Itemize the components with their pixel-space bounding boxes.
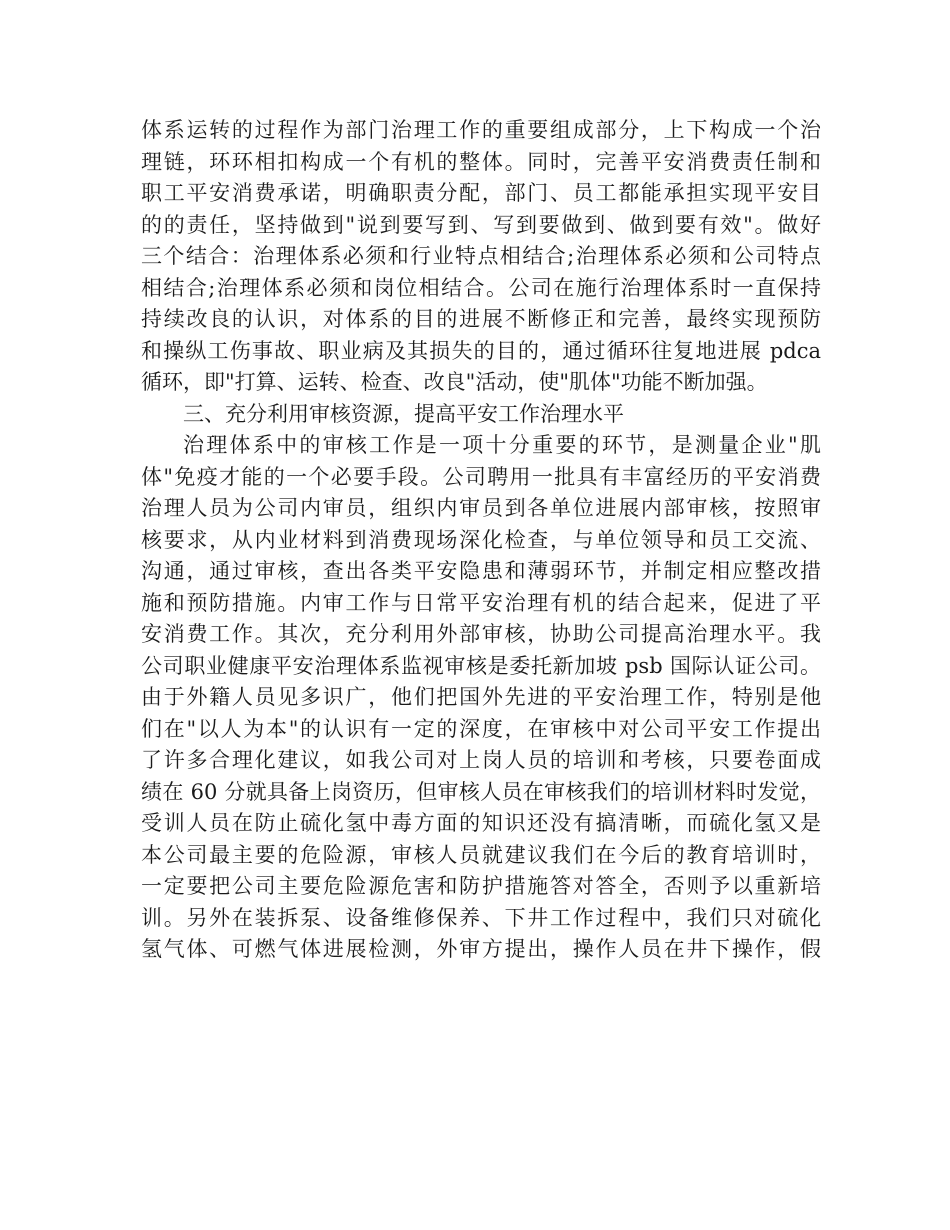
paragraph-line: 一定要把公司主要危险源危害和防护措施答对答全，否则予以重新培 [141, 874, 821, 898]
paragraph-line: 们在"以人为本"的认识有一定的深度，在审核中对公司平安工作提出 [141, 716, 821, 741]
paragraph-line: 和操纵工伤事故、职业病及其损失的目的，通过循环往复地进展 pdca [141, 338, 821, 363]
document-body [141, 115, 821, 966]
paragraph-line: 公司职业健康平安治理体系监视审核是委托新加坡 psb 国际认证公司。 [141, 653, 821, 678]
paragraph-line: 治理人员为公司内审员，组织内审员到各单位进展内部审核，按照审 [141, 496, 821, 520]
paragraph-line: 职工平安消费承诺，明确职责分配，部门、员工都能承担实现平安目 [141, 181, 821, 205]
paragraph-line: 体"免疫才能的一个必要手段。公司聘用一批具有丰富经历的平安消费 [141, 464, 821, 489]
paragraph-line: 由于外籍人员见多识广，他们把国外先进的平安治理工作，特别是他 [141, 685, 821, 709]
paragraph-line: 治理体系中的审核工作是一项十分重要的环节，是测量企业"肌 [183, 433, 821, 457]
paragraph-line: 训。另外在装拆泵、设备维修保养、下井工作过程中，我们只对硫化 [141, 905, 821, 930]
paragraph-line: 相结合;治理体系必须和岗位相结合。公司在施行治理体系时一直保持 [141, 275, 821, 300]
paragraph-line: 本公司最主要的危险源，审核人员就建议我们在今后的教育培训时， [141, 842, 821, 867]
paragraph-line: 受训人员在防止硫化氢中毒方面的知识还没有搞清晰，而硫化氢又是 [141, 811, 821, 835]
paragraph-line: 核要求，从内业材料到消费现场深化检查，与单位领导和员工交流、 [141, 527, 821, 552]
paragraph-line: 持续改良的认识，对体系的目的进展不断修正和完善，最终实现预防 [141, 307, 821, 331]
paragraph-line: 沟通，通过审核，查出各类平安隐患和薄弱环节，并制定相应整改措 [141, 559, 821, 583]
section-heading: 三、充分利用审核资源，提高平安工作治理水平 [183, 401, 624, 426]
paragraph-line: 氢气体、可燃气体进展检测，外审方提出，操作人员在井下操作，假 [141, 937, 821, 961]
paragraph-line: 体系运转的过程作为部门治理工作的重要组成部分，上下构成一个治 [141, 118, 821, 142]
paragraph-line: 绩在 60 分就具备上岗资历，但审核人员在审核我们的培训材料时发觉， [141, 779, 821, 804]
paragraph-line: 施和预防措施。内审工作与日常平安治理有机的结合起来，促进了平 [141, 590, 821, 615]
paragraph-line: 理链，环环相扣构成一个有机的整体。同时，完善平安消费责任制和 [141, 149, 821, 174]
paragraph-line: 的的责任，坚持做到"说到要写到、写到要做到、做到要有效"。做好 [141, 212, 821, 237]
paragraph-line: 安消费工作。其次，充分利用外部审核，协助公司提高治理水平。我 [141, 622, 821, 646]
paragraph-line: 三个结合：治理体系必须和行业特点相结合;治理体系必须和公司特点 [141, 244, 821, 268]
paragraph-line: 循环，即"打算、运转、检查、改良"活动，使"肌体"功能不断加强。 [141, 370, 768, 394]
paragraph-line: 了许多合理化建议，如我公司对上岗人员的培训和考核，只要卷面成 [141, 748, 821, 772]
